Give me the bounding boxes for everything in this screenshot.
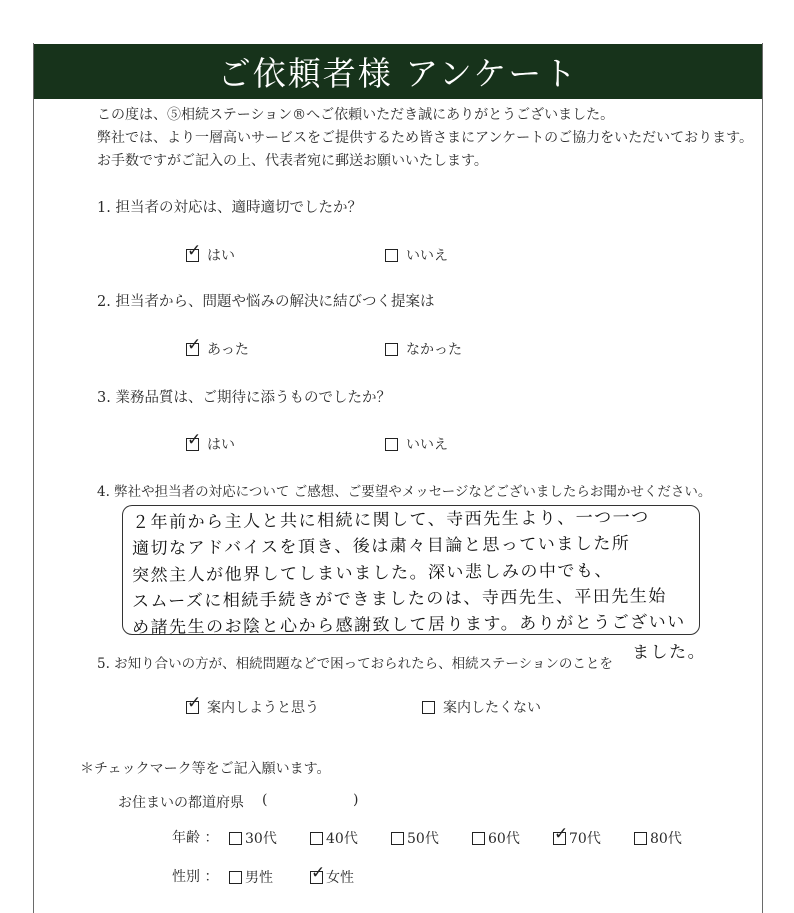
checkbox[interactable]	[186, 438, 199, 451]
option-label: 80代	[650, 831, 682, 847]
checkbox[interactable]	[310, 832, 323, 845]
prefecture-label: お住まいの都道府県	[118, 795, 244, 811]
intro-line: 弊社では、より一層高いサービスをご提供するため皆さまにアンケートのご協力をいただいております。	[97, 130, 754, 146]
question-5: 5. お知り合いの方が、相続問題などで困っておられたら、相続ステーションのことを	[97, 656, 613, 672]
checkbox[interactable]	[186, 249, 199, 262]
gender-option-female[interactable]	[310, 867, 354, 887]
comment-line: ２年前から主人と共に相続に関して、寺西先生より、一つ一つ	[131, 507, 650, 533]
comment-line: スムーズに相続手続きができましたのは、寺西先生、平田先生始	[131, 586, 667, 612]
option-label: いいえ	[406, 437, 448, 453]
age-option-30s[interactable]	[229, 828, 277, 848]
checkbox[interactable]	[385, 249, 398, 262]
checkbox[interactable]	[422, 701, 435, 714]
checkbox[interactable]	[186, 701, 199, 714]
q3-option-yes[interactable]	[186, 434, 235, 454]
prefecture-close-paren: )	[353, 792, 359, 808]
check-note: ＊チェックマーク等をご記入願います。	[80, 761, 331, 777]
intro-line: お手数ですがご記入の上、代表者宛に郵送お願いいたします。	[97, 153, 488, 169]
checkbox[interactable]	[229, 871, 242, 884]
checkbox[interactable]	[472, 832, 485, 845]
option-label: 男性	[245, 870, 273, 886]
q5-option-no[interactable]	[422, 697, 541, 717]
question-2: 2. 担当者から、問題や悩みの解決に結びつく提案は	[97, 294, 435, 310]
comment-line: ました。	[631, 642, 707, 663]
gender-option-male[interactable]	[229, 867, 273, 887]
survey-sheet	[33, 43, 763, 913]
q3-option-no[interactable]	[385, 434, 448, 454]
checkbox[interactable]	[391, 832, 404, 845]
option-label: はい	[207, 437, 235, 453]
age-option-40s[interactable]	[310, 828, 358, 848]
question-3: 3. 業務品質は、ご期待に添うものでしたか？	[97, 390, 391, 406]
option-label: 案内しようと思う	[207, 700, 319, 716]
q2-option-yes[interactable]	[186, 339, 249, 359]
option-label: 女性	[326, 870, 354, 886]
age-option-60s[interactable]	[472, 828, 520, 848]
comment-line: 突然主人が他界してしまいました。深い悲しみの中でも、	[131, 560, 614, 586]
checkbox[interactable]	[385, 343, 398, 356]
q1-option-yes[interactable]	[186, 245, 235, 265]
checkbox[interactable]	[229, 832, 242, 845]
option-label: なかった	[406, 342, 462, 358]
checkbox[interactable]	[634, 832, 647, 845]
age-label: 年齢 ：	[172, 830, 219, 846]
title-banner	[34, 44, 762, 99]
age-option-70s[interactable]	[553, 828, 601, 848]
option-label: いいえ	[406, 248, 448, 264]
comment-line: 適切なアドバイスを頂き、後は粛々目論と思っていました所	[131, 533, 631, 559]
checkbox[interactable]	[186, 343, 199, 356]
q2-option-no[interactable]	[385, 339, 462, 359]
q1-option-no[interactable]	[385, 245, 448, 265]
option-label: 60代	[488, 831, 520, 847]
age-option-80s[interactable]	[634, 828, 682, 848]
gender-label: 性別 ：	[172, 869, 219, 885]
intro-line: この度は、⑤相続ステーション®へご依頼いただき誠にありがとうございました。	[97, 107, 615, 123]
age-option-50s[interactable]	[391, 828, 439, 848]
option-label: 案内したくない	[443, 700, 541, 716]
question-4: 4. 弊社や担当者の対応について ご感想、ご要望やメッセージなどございましたらお聞かせください。	[97, 484, 712, 500]
checkbox[interactable]	[385, 438, 398, 451]
checkbox[interactable]	[553, 832, 566, 845]
option-label: 70代	[569, 831, 601, 847]
comment-line: め諸先生のお陰と心から感謝致して居ります。ありがとうございい	[131, 612, 686, 638]
option-label: はい	[207, 248, 235, 264]
checkbox[interactable]	[310, 871, 323, 884]
prefecture-open-paren: (	[262, 792, 268, 808]
q5-option-yes[interactable]	[186, 697, 319, 717]
page-title: ご依頼者様 アンケート	[217, 54, 579, 93]
option-label: 50代	[407, 831, 439, 847]
option-label: 30代	[245, 831, 277, 847]
option-label: あった	[207, 342, 249, 358]
question-1: 1. 担当者の対応は、適時適切でしたか？	[97, 200, 362, 216]
option-label: 40代	[326, 831, 358, 847]
intro-text	[97, 104, 753, 173]
